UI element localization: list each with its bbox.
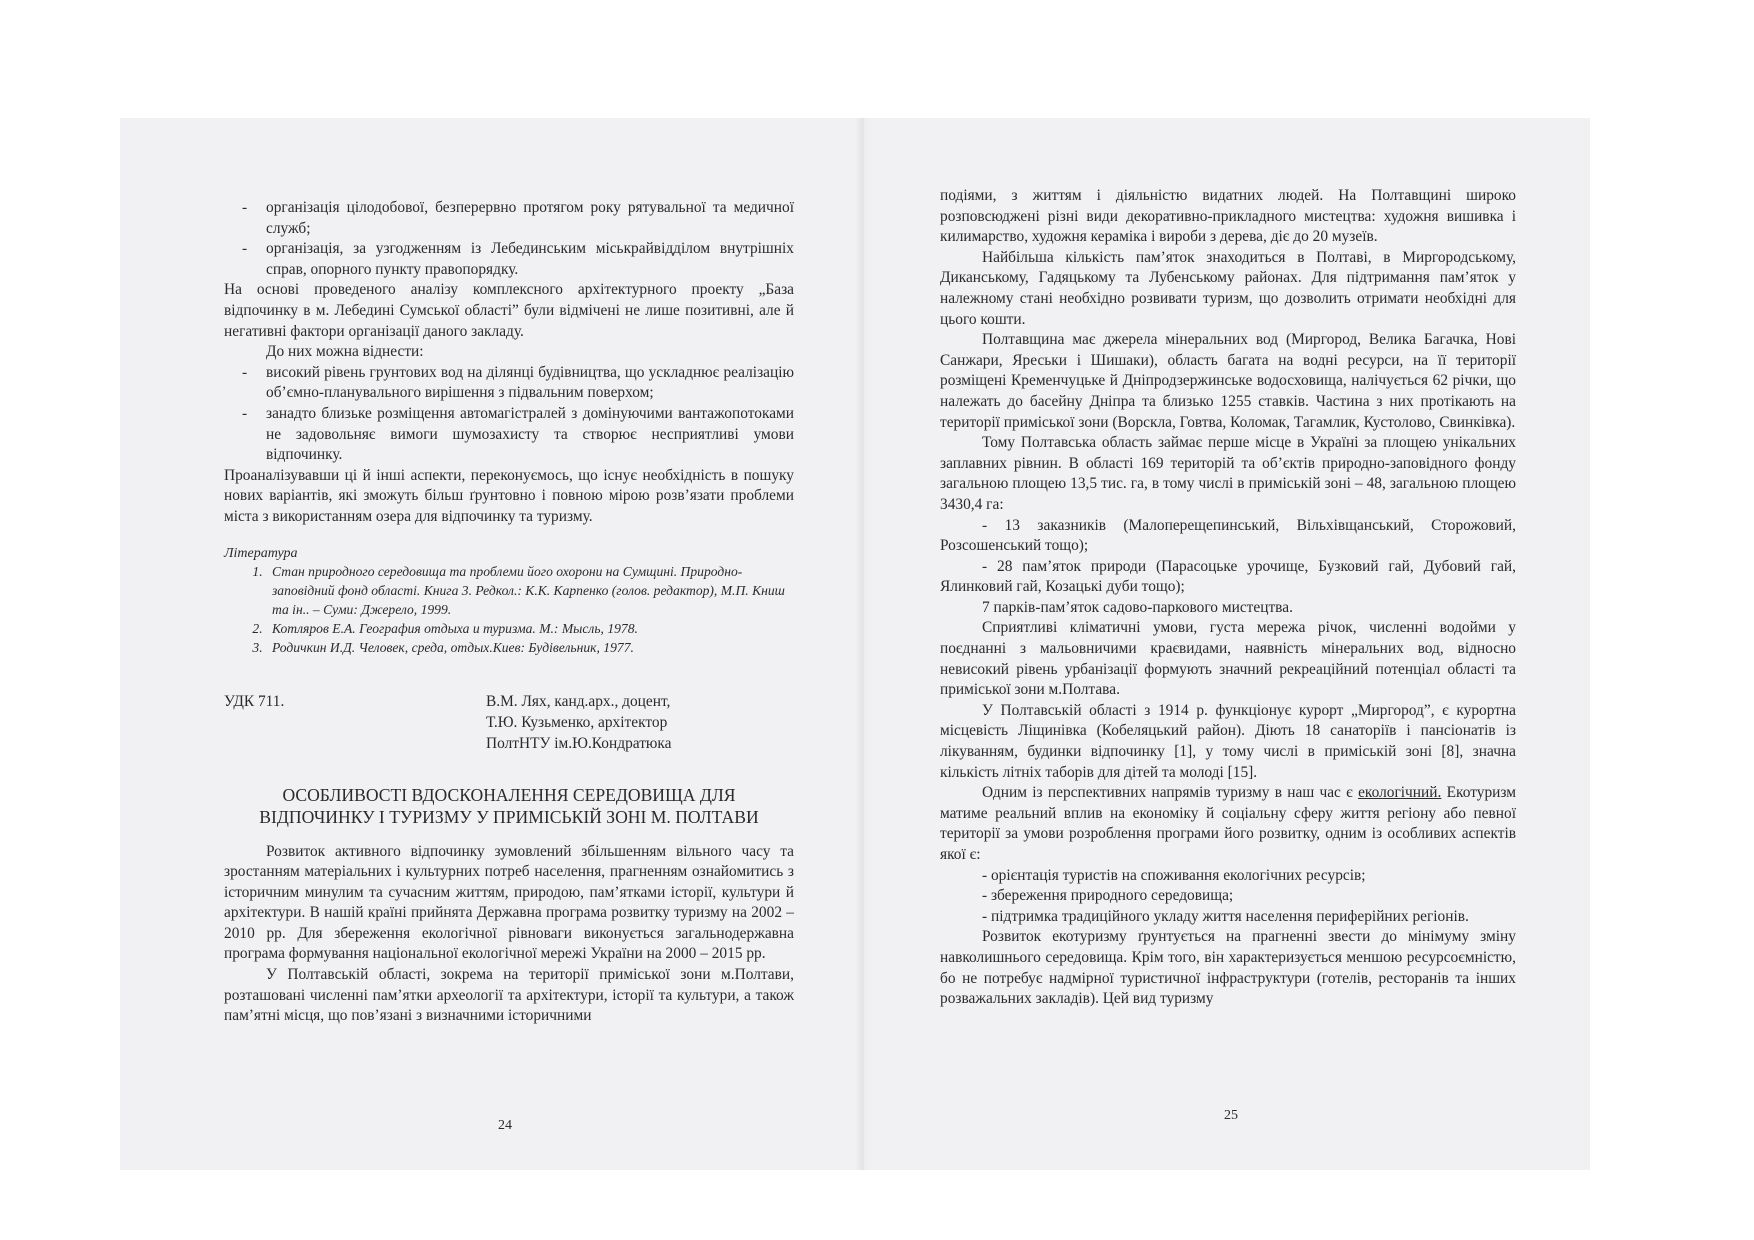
eco-list-item: - збереження природного середовища; [982,887,1234,905]
book-gutter [855,118,873,1170]
paragraph-monuments: Найбільша кількість пам’яток знаходиться в Полтаві, в Миргородському, Диканському, Гадяцькому та Лубенському районах. Для підтримання пам’яток у належному стані необхідно розвивати туризм, що дозволить отримати необхідні для цього кошти. [940,248,1516,328]
paragraph-ecotourism: Розвиток екотуризму ґрунтується на прагненні звести до мінімуму зміну навколишнього середовища. Крім того, він характеризується меншою ресурсоємністю, бо не потребує надмірної туристичної інфраструктури (готелів, ресторанів та інших розважальних закладів). Цей вид туризму [940,928,1516,1008]
paragraph-conclusion: Проаналізувавши ці й інші аспекти, переконуємось, що існує необхідність в пошуку нових варіантів, які зможуть більш ґрунтовно і повною мірою розв’язати проблеми міста з використанням озера для відпочинку та туризму. [224,466,794,525]
udk-code: УДК 711. [224,692,285,710]
underlined-term: екологічний. [1358,784,1442,802]
paragraph-intro: Розвиток активного відпочинку зумовлений збільшенням вільного часу та зростанням матеріальних і культурних потреб населення, прагненням ознайомитись з історичним минулим та сучасним життям, природою, пам’ятками історії, культури й архітектури. В нашій країні прийнята Державна програма розвитку туризму на 2002 – 2010 рр. Для збереження екологічної рівноваги виконується загальнодержавна програма формування національної екологічної мережі України на 2000 – 2015 рр. [224,842,794,963]
udk-author-block [224,691,794,754]
bullet-item: - високий рівень грунтових вод на ділянці будівництва, що ускладнює реалізацію об’ємно-планувального вирішення з підвальним поверхом; [242,363,794,402]
page-number-left: 24 [498,1118,512,1133]
literature-item: 3. Родичкин И.Д. Человек, среда, отдых.Киев: Будівельник, 1977. [266,638,794,657]
paragraph-analysis: На основі проведеного аналізу комплексного архітектурного проекту „База відпочинку в м. Лебедині Сумської області” були відмічені не лише позитивні, але й негативні фактори організації даного закладу. [224,281,794,340]
eco-list-item: - підтримка традиційного укладу життя населення периферійних регіонів. [982,907,1469,925]
author-line: В.М. Лях, канд.арх., доцент, [486,692,671,710]
literature-heading: Література [224,545,298,561]
left-page [224,198,794,1027]
paragraph-poltava: У Полтавській області, зокрема на території приміської зони м.Полтави, розташовані численні пам’ятки археології та архітектури, історії та культури, а також пам’ятні місця, що пов’язані з визначними історичними [224,966,794,1025]
paragraph-resort: У Полтавській області з 1914 р. функціонує курорт „Миргород”, є курортна місцевість Ліщинівка (Кобеляцький район). Діють 18 санаторіїв і пансіонатів із лікуванням, будинки відпочинку [1], у тому числі в приміській зоні [8], значна кількість літніх таборів для дітей та молоді [15]. [940,701,1516,781]
literature-item: 2. Котляров Е.А. География отдыха и туризма. М.: Мысль, 1978. [266,619,794,638]
paragraph-climate: Сприятливі кліматичні умови, густа мережа річок, численні водойми у поєднанні з мальовничими краєвидами, наявність мінеральних вод, відносно невисокий рівень урбанізації формують значний рекреаційний потенціал області та приміської зони м.Полтава. [940,619,1516,699]
bullet-item: - організація цілодобової, безперервно протягом року рятувальної та медичної служб; [242,199,794,237]
paragraph-ecotourism-intro: Одним із перспективних напрямів туризму в наш час є екологічний. Екотуризм матиме реальний вплив на економіку й соціальну сферу життя регіону або певної території за умови розроблення програми його розвитку, одним із особливих аспектів якої є: [940,784,1516,863]
paragraph-list-intro: До них можна віднести: [266,343,424,361]
page-number-right: 25 [1224,1108,1238,1123]
literature-item: 1. Стан природного середовища та проблеми його охорони на Сумщині. Природно-заповідний фонд області. Книга 3. Редкол.: К.К. Карпенко (голов. редактор), М.П. Книш та ін.. – Суми: Джерело, 1999. [266,562,794,619]
author-line: ПолтНТУ ім.Ю.Кондратюка [486,734,672,752]
paragraph-waters: Полтавщина має джерела мінеральних вод (Миргород, Велика Багачка, Нові Санжари, Яреськи і Шишаки), область багата на водні ресурси, на її території розміщені Кременчуцьке й Дніпродзержинське водосховища, налічується 62 річки, що належать до басейну Дніпра та близько 1255 ставків. Частина з них протікають на території приміської зони (Ворскла, Говтва, Коломак, Тагамлик, Кустолово, Свинківка). [940,331,1516,431]
literature-list [224,562,794,657]
author-line: Т.Ю. Кузьменко, архітектор [486,713,668,731]
list-reserves: - 13 заказників (Малоперещепинський, Вільхівщанський, Сторожовий, Розсошенський тощо); [940,516,1516,555]
paragraph-floodplains: Тому Полтавська область займає перше місце в Україні за площею унікальних заплавних рівнин. В області 169 територій та об’єктів природно-заповідного фонду загальною площею 13,5 тис. га, в тому числі в приміській зоні – 48, загальною площею 3430,4 га: [940,434,1516,513]
list-nature-monuments: - 28 пам’яток природи (Парасоцьке урочище, Бузковий гай, Дубовий гай, Ялинковий гай, Козацькі дуби тощо); [940,557,1516,596]
right-page [940,186,1516,1010]
list-parks: 7 парків-пам’яток садово-паркового мистецтва. [982,598,1293,616]
eco-list-item: - орієнтація туристів на споживання екологічних ресурсів; [982,866,1366,884]
authors-block [486,691,794,754]
bullet-item: - занадто близьке розміщення автомагістралей з домінуючими вантажопотоками не задовольняє вимоги шумозахисту та створює несприятливі умови відпочинку. [242,404,794,464]
bullet-item: - організація, за узгодженням із Лебединським міськрайвідділом внутрішніх справ, опорного пункту правопорядку. [242,240,794,278]
article-title: ОСОБЛИВОСТІ ВДОСКОНАЛЕННЯ СЕРЕДОВИЩА ДЛЯ ВІДПОЧИНКУ І ТУРИЗМУ У ПРИМІСЬКІЙ ЗОНІ М. ПОЛТАВИ [259,784,759,827]
paragraph-continue: подіями, з життям і діяльністю видатних людей. На Полтавщині широко розповсюджені різні види декоративно-прикладного мистецтва: художня вишивка і килимарство, художня кераміка і вироби з дерева, діє до 20 музеїв. [940,187,1516,246]
